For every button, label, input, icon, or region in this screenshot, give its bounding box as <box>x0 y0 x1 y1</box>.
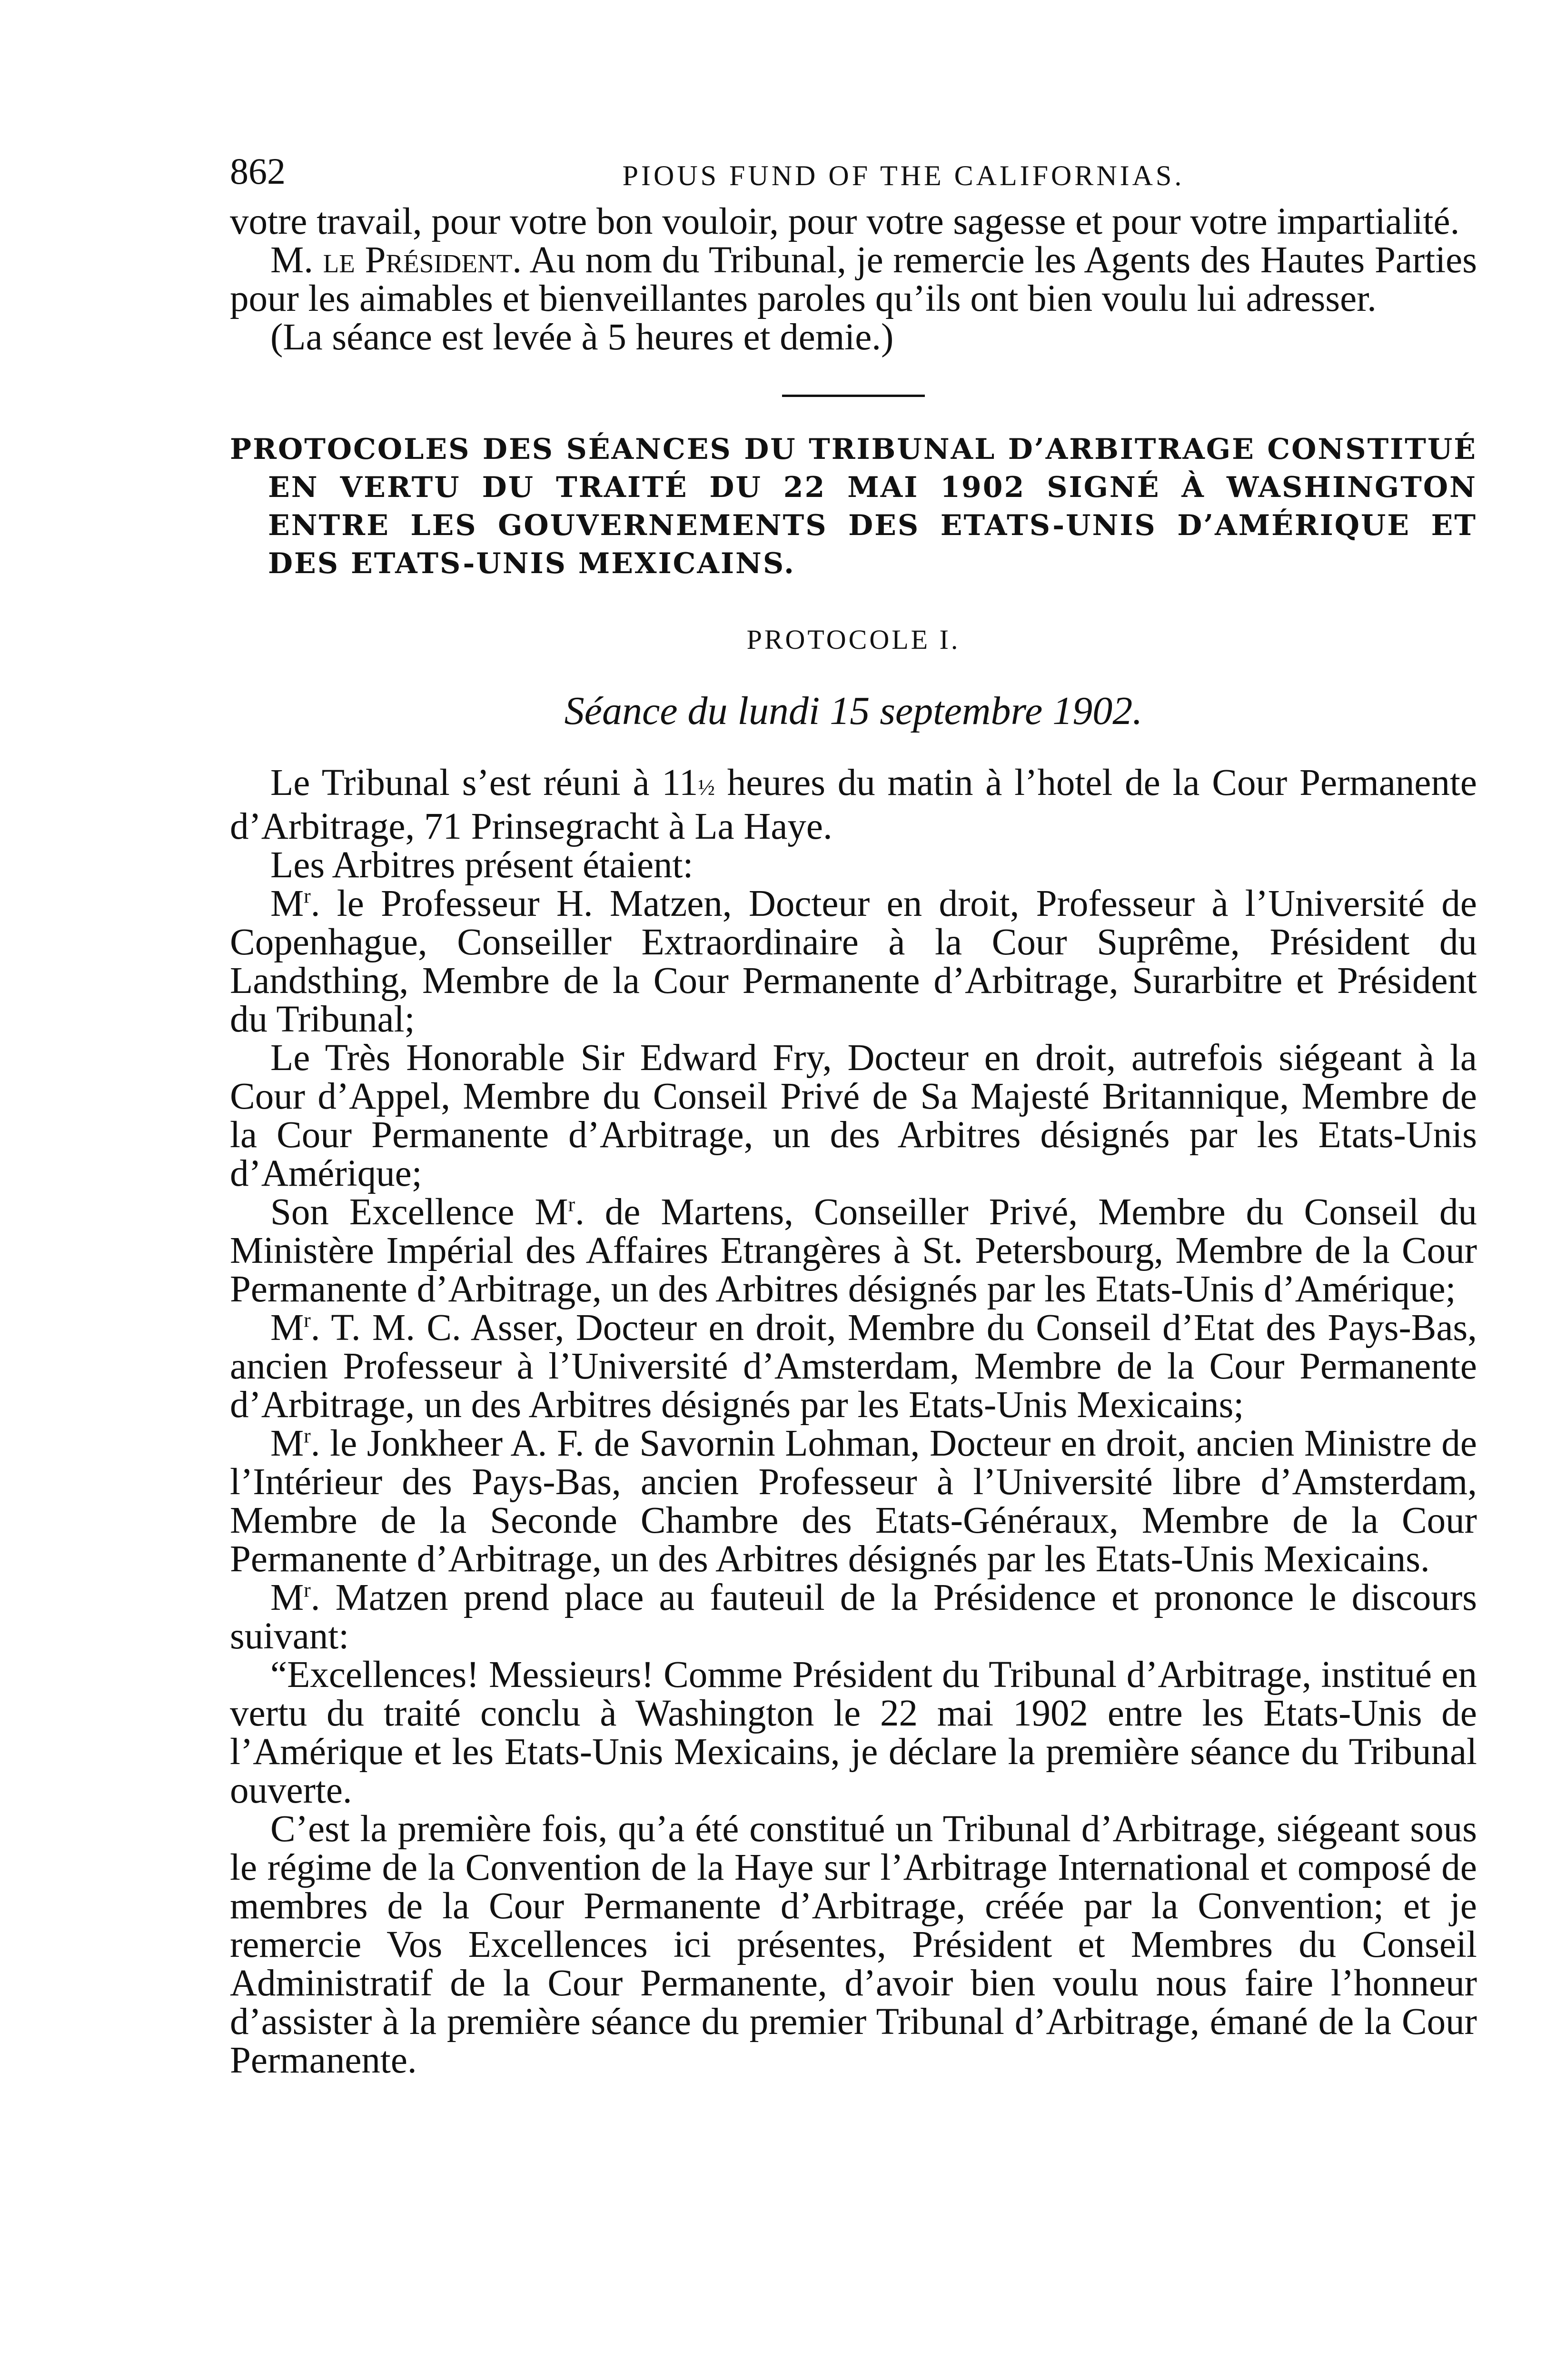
presidency-text: . Matzen prend place au fauteuil de la Présidence et prononce le discours suivant: <box>230 1577 1477 1657</box>
adjournment-paragraph: (La séance est levée à 5 heures et demie.) <box>270 317 894 358</box>
speech-paragraph-1: “Excellences! Messieurs! Comme Président du Tribunal d’Arbitrage, institué en vertu du traité conclu à Washington le 22 mai 1902 entre les Etats-Unis de l’Amérique et les Etats-Unis Mexicains, je déclare la première séance du Tribunal ouverte. <box>230 1654 1477 1811</box>
opening-text-end: heures du matin à l’hotel de la Cour Permanente d’Arbitrage, 71 Prinsegracht à La Haye. <box>230 762 1477 847</box>
arbiters-intro: Les Arbitres présent étaient: <box>270 844 694 886</box>
arbiter-text: . le Professeur H. Matzen, Docteur en droit, Professeur à l’Université de Copenhague, Conseiller Extraordinaire à la Cour Suprême, Président du Landsthing, Membre de la Cour Permanente d’Arbitrage, Surarbitre et Président du Tribunal; <box>230 883 1477 1040</box>
arbiter-text: Le Très Honorable Sir Edward Fry, Docteur en droit, autrefois siégeant à la Cour d’Appel, Membre du Conseil Privé de Sa Majesté Britannique, Membre de la Cour Permanente d’Arbitrage, un des Arbitres désignés par les Etats-Unis d’Amérique; <box>230 1037 1477 1194</box>
president-reply-text: Au nom du Tribunal, je remercie les Agents des Hautes Parties pour les aimables et bienveillantes paroles qu’ils ont bien voulu lui adresser. <box>230 239 1477 319</box>
president-reply-paragraph <box>230 241 1477 318</box>
presidency-prefix: M <box>270 1577 304 1618</box>
arbiter-paragraph-5 <box>230 1424 1477 1578</box>
time-fraction: ½ <box>698 775 715 800</box>
arbiter-prefix: M <box>270 1423 304 1464</box>
arbiter-text: . T. M. C. Asser, Docteur en droit, Membre du Conseil d’Etat des Pays-Bas, ancien Professeur à l’Université d’Amsterdam, Membre de la Cour Permanente d’Arbitrage, un des Arbitres désignés par les Etats-Unis Mexicains; <box>230 1307 1477 1426</box>
section-divider <box>782 395 925 397</box>
speaker-label: M. le Président. <box>270 239 522 281</box>
protocol-heading: PROTOCOLE I. <box>746 624 961 655</box>
arbiter-prefix: M <box>270 883 304 924</box>
arbiter-prefix-sup: r <box>304 1424 311 1448</box>
session-date: Séance du lundi 15 septembre 1902. <box>564 689 1143 733</box>
arbiter-prefix-sup: r <box>304 1309 311 1332</box>
section-title: PROTOCOLES DES SÉANCES DU TRIBUNAL D’ARBITRAGE CONSTITUÉ EN VERTU DU TRAITÉ DU 22 MAI 1902 SIGNÉ À WASHINGTON ENTRE LES GOUVERNEMENTS DES ETATS-UNIS D’AMÉRIQUE ET DES ETATS-UNIS MEXICAINS. <box>230 433 1477 580</box>
presidency-paragraph <box>230 1578 1477 1656</box>
arbiter-text: . de Martens, Conseiller Privé, Membre du Conseil du Ministère Impérial des Affaires Etrangères à St. Petersbourg, Membre de la Cour Permanente d’Arbitrage, un des Arbitres désignés par les Etats-Unis d’Amérique; <box>230 1191 1477 1310</box>
arbiter-paragraph-3 <box>230 1193 1477 1309</box>
arbiter-prefix-sup: r <box>304 884 311 908</box>
continuation-paragraph: votre travail, pour votre bon vouloir, pour votre sagesse et pour votre impartialité. <box>230 201 1460 242</box>
page-number: 862 <box>230 150 286 192</box>
arbiter-prefix: M <box>270 1307 304 1349</box>
arbiter-paragraph-1 <box>230 884 1477 1039</box>
presidency-prefix-sup: r <box>304 1578 311 1602</box>
running-head: PIOUS FUND OF THE CALIFORNIAS. <box>622 160 1185 191</box>
opening-paragraph <box>230 764 1477 846</box>
arbiter-paragraph-2 <box>230 1039 1477 1193</box>
arbiter-text: . le Jonkheer A. F. de Savornin Lohman, Docteur en droit, ancien Ministre de l’Intérieur des Pays-Bas, ancien Professeur à l’Université libre d’Amsterdam, Membre de la Seconde Chambre des Etats-Généraux, Membre de la Cour Permanente d’Arbitrage, un des Arbitres désignés par les Etats-Unis Mexicains. <box>230 1423 1477 1580</box>
arbiter-prefix: Son Excellence M <box>270 1191 568 1233</box>
page-header <box>230 150 1477 202</box>
arbiter-prefix-sup: r <box>568 1193 575 1216</box>
speech-paragraph-2: C’est la première fois, qu’a été constitué un Tribunal d’Arbitrage, siégeant sous le régime de la Convention de la Haye sur l’Arbitrage International et composé de membres de la Cour Permanente d’Arbitrage, créée par la Convention; et je remercie Vos Excellences ici présentes, Président et Membres du Conseil Administratif de la Cour Permanente, d’avoir bien voulu nous faire l’honneur d’assister à la première séance du premier Tribunal d’Arbitrage, émané de la Cour Permanente. <box>230 1808 1477 2081</box>
opening-text-start: Le Tribunal s’est réuni à 11 <box>270 762 698 803</box>
document-page <box>230 150 1477 2080</box>
arbiter-paragraph-4 <box>230 1309 1477 1424</box>
